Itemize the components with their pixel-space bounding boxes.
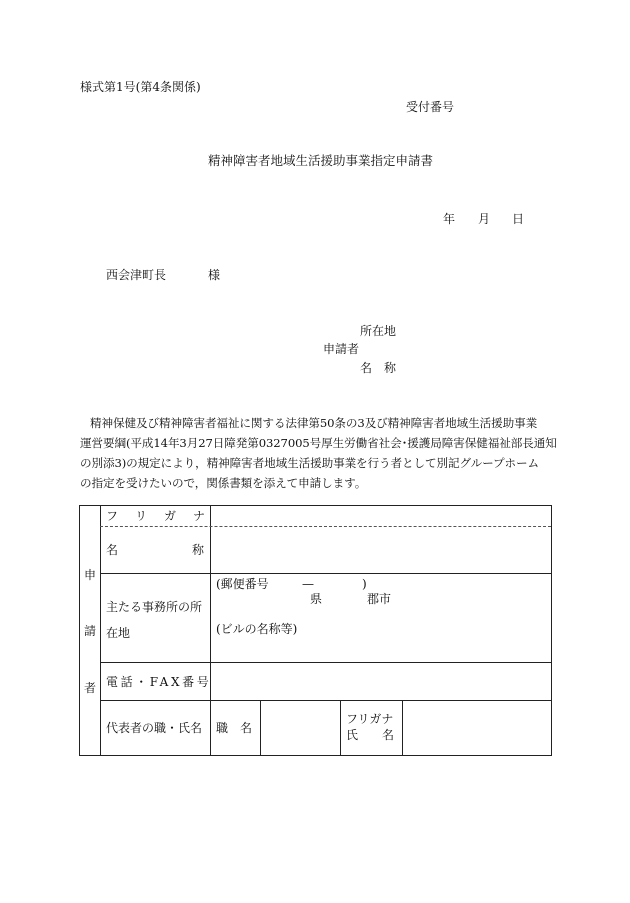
- rep-name-value-field[interactable]: [404, 702, 550, 754]
- position-label: 職 名: [216, 721, 253, 735]
- statement-line-2: 運営要綱(平成14年3月27日障発第0327005号厚生労働省社会･援護局障害保健福祉部長通知: [80, 436, 557, 450]
- date-year-label: 年: [443, 212, 456, 226]
- office-address-field[interactable]: [212, 575, 550, 661]
- addressee-honorific: 様: [208, 268, 221, 282]
- table-border-left: [79, 505, 80, 756]
- phone-fax-label: 電話・FAX番号: [106, 675, 212, 689]
- side-label-2: 請: [84, 624, 97, 638]
- postal-code-dash: —: [302, 577, 314, 591]
- row-divider-phone: [100, 700, 552, 701]
- table-rep-value-divider: [402, 700, 403, 756]
- date-month-label: 月: [478, 212, 491, 226]
- table-border-right: [551, 505, 552, 756]
- addressee-name: 西会津町長: [106, 268, 167, 282]
- furigana-value-field[interactable]: [212, 507, 550, 525]
- city-label: 郡市: [367, 592, 392, 606]
- name-value-field[interactable]: [212, 528, 550, 572]
- statement-line-1: 精神保健及び精神障害者福祉に関する法律第50条の3及び精神障害者地域生活援助事業: [90, 416, 538, 430]
- table-position-divider: [260, 700, 261, 756]
- furigana-char-3: ガ: [164, 509, 177, 523]
- furigana-char-2: リ: [135, 509, 148, 523]
- name-label-char-1: 名: [106, 543, 119, 557]
- prefecture-label: 県: [310, 592, 323, 606]
- office-address-label-1: 主たる事務所の所: [106, 600, 203, 614]
- table-rep-name-divider: [340, 700, 341, 756]
- office-address-label-2: 在地: [106, 626, 131, 640]
- rep-furigana-label: フリガナ: [346, 712, 394, 726]
- postal-code-close: ): [362, 577, 367, 591]
- table-border-top: [79, 505, 552, 506]
- side-label-1: 申: [84, 568, 97, 582]
- application-statement: [80, 413, 560, 493]
- representative-label: 代表者の職・氏名: [106, 721, 203, 735]
- phone-fax-field[interactable]: [212, 664, 550, 699]
- document-title: 精神障害者地域生活援助事業指定申請書: [208, 153, 434, 168]
- building-name-label: (ビルの名称等): [216, 622, 298, 636]
- receipt-number-label: 受付番号: [406, 100, 455, 114]
- furigana-char-1: フ: [106, 509, 119, 523]
- row-divider-address: [100, 662, 552, 663]
- applicant-label: 申請者: [323, 342, 360, 356]
- applicant-location-label: 所在地: [360, 324, 397, 338]
- side-label-3: 者: [84, 681, 97, 695]
- table-side-divider: [100, 505, 101, 756]
- table-border-bottom: [79, 755, 552, 756]
- rep-name-label: 氏 名: [346, 728, 395, 742]
- position-value-field[interactable]: [262, 702, 339, 754]
- form-number: 様式第1号(第4条関係): [80, 80, 201, 94]
- furigana-char-4: ナ: [193, 509, 206, 523]
- furigana-dashed-line: [100, 526, 551, 527]
- applicant-name-label: 名 称: [360, 361, 397, 375]
- statement-line-4: の指定を受けたいので，関係書類を添えて申請します。: [80, 476, 367, 490]
- postal-code-label: (郵便番号: [216, 577, 269, 591]
- statement-line-3: の別添3)の規定により，精神障害者地域生活援助事業を行う者として別記グループホーム: [80, 456, 540, 470]
- row-divider-name: [100, 573, 552, 574]
- date-day-label: 日: [512, 212, 525, 226]
- name-label-char-2: 称: [192, 543, 205, 557]
- table-label-divider: [210, 505, 211, 756]
